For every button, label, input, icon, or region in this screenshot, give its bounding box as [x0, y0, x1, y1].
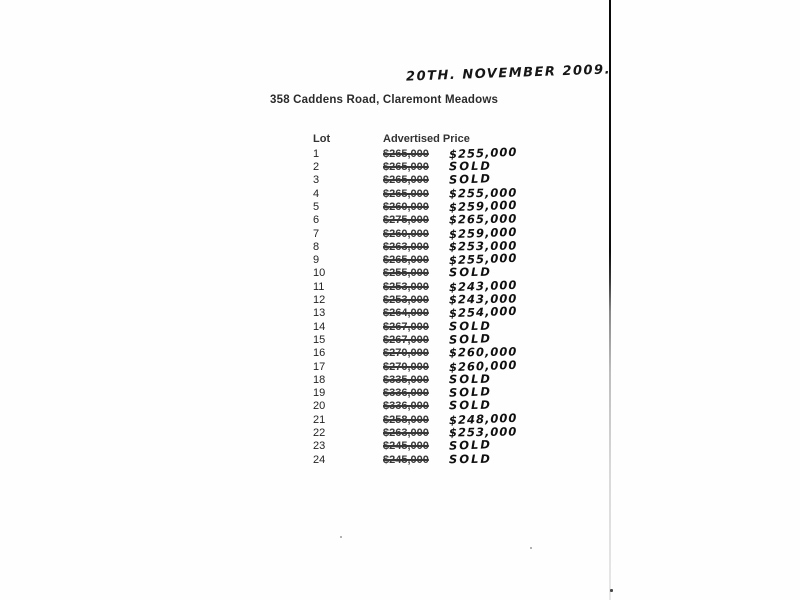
handwritten-date: 20TH. NOVEMBER 2009.: [405, 62, 612, 85]
advertised-price-column-header: Advertised Price: [383, 133, 470, 145]
lot-number: 3: [313, 174, 320, 187]
advertised-price: $267,000: [383, 333, 429, 346]
lot-number: 4: [313, 187, 320, 200]
lot-number: 21: [313, 413, 326, 426]
table-row: [300, 144, 600, 161]
revised-price: SOLD: [448, 437, 493, 454]
table-row: [300, 346, 600, 359]
table-row: [300, 277, 600, 294]
table-row: [300, 197, 600, 215]
lot-number: 9: [313, 254, 320, 267]
advertised-price: $267,000: [383, 320, 429, 333]
revised-price: $255,000: [448, 250, 518, 268]
lot-number: 10: [313, 267, 326, 280]
scan-speck: [610, 589, 613, 592]
revised-price: SOLD: [448, 451, 493, 466]
revised-price: $259,000: [448, 197, 518, 215]
table-row: [300, 373, 600, 386]
advertised-price: $265,000: [383, 147, 429, 160]
table-row: [300, 213, 600, 226]
lot-number: 5: [313, 200, 320, 213]
advertised-price: $270,000: [383, 360, 429, 373]
scan-artifact-line: [609, 0, 611, 600]
advertised-price: $270,000: [383, 347, 429, 360]
advertised-price: $260,000: [383, 227, 429, 240]
lot-number: 16: [313, 347, 326, 360]
lot-number: 24: [313, 453, 326, 466]
table-row: [300, 426, 600, 439]
revised-price: $243,000: [448, 277, 518, 294]
lot-number: 11: [313, 280, 325, 293]
lot-number: 6: [313, 214, 320, 227]
revised-price: SOLD: [448, 171, 493, 188]
advertised-price: $260,000: [383, 200, 429, 213]
table-row: [300, 266, 600, 279]
revised-price: SOLD: [448, 384, 493, 400]
table-header-row: [300, 133, 600, 146]
lot-number: 13: [313, 307, 326, 320]
table-row: [300, 240, 600, 253]
advertised-price: $335,000: [383, 373, 429, 386]
lot-number: 23: [313, 440, 326, 453]
table-row: [300, 320, 600, 333]
lot-number: 17: [313, 360, 326, 373]
table-row: [300, 357, 600, 374]
scan-speck: [340, 536, 342, 538]
advertised-price: $253,000: [383, 280, 429, 293]
price-table-rows: [300, 144, 600, 466]
advertised-price: $245,000: [383, 440, 429, 453]
revised-price: $248,000: [448, 410, 518, 427]
lot-column-header: Lot: [313, 133, 331, 145]
table-row: [300, 160, 600, 173]
lot-number: 22: [313, 427, 326, 440]
lot-number: 12: [313, 294, 326, 307]
lot-number: 19: [313, 387, 326, 400]
advertised-price: $265,000: [383, 254, 429, 267]
revised-price: $265,000: [448, 211, 518, 227]
revised-price: SOLD: [448, 318, 493, 333]
lot-number: 8: [313, 240, 320, 253]
revised-price: SOLD: [448, 371, 493, 387]
revised-price: SOLD: [448, 158, 493, 174]
table-row: [300, 293, 600, 306]
advertised-price: $265,000: [383, 187, 429, 200]
table-row: [300, 453, 600, 466]
revised-price: $259,000: [448, 224, 518, 241]
revised-price: $253,000: [448, 424, 518, 440]
revised-price: $243,000: [448, 291, 518, 307]
lot-number: 1: [313, 147, 320, 160]
advertised-price: $265,000: [383, 174, 429, 187]
revised-price: $255,000: [448, 144, 518, 161]
advertised-price: $336,000: [383, 387, 429, 400]
advertised-price: $275,000: [383, 214, 429, 227]
lot-number: 15: [313, 333, 326, 346]
revised-price: $260,000: [448, 344, 518, 360]
revised-price: $255,000: [448, 185, 518, 201]
table-row: [300, 410, 600, 427]
table-row: [300, 224, 600, 241]
advertised-price: $253,000: [383, 294, 429, 307]
scan-speck: [530, 547, 532, 549]
lot-number: 18: [313, 373, 326, 386]
revised-price: $260,000: [448, 357, 518, 374]
lot-number: 7: [313, 227, 320, 240]
advertised-price: $258,000: [383, 413, 429, 426]
lot-number: 2: [313, 161, 320, 174]
lot-number: 20: [313, 400, 326, 413]
table-row: [300, 439, 600, 452]
advertised-price: $263,000: [383, 240, 429, 253]
advertised-price: $263,000: [383, 427, 429, 440]
table-row: [300, 333, 600, 346]
price-table: [300, 133, 600, 466]
lot-number: 14: [313, 320, 326, 333]
revised-price: $253,000: [448, 238, 518, 254]
advertised-price: $264,000: [383, 307, 429, 320]
advertised-price: $245,000: [383, 453, 429, 466]
advertised-price: $265,000: [383, 161, 429, 174]
revised-price: SOLD: [448, 398, 493, 413]
revised-price: SOLD: [448, 331, 493, 347]
property-address: 358 Caddens Road, Claremont Meadows: [270, 94, 499, 106]
table-row: [300, 187, 600, 200]
table-row: [300, 173, 600, 186]
table-row: [300, 306, 600, 319]
table-row: [300, 399, 600, 412]
revised-price: $254,000: [448, 304, 518, 321]
revised-price: SOLD: [448, 265, 493, 280]
advertised-price: $336,000: [383, 400, 429, 413]
advertised-price: $255,000: [383, 267, 429, 280]
